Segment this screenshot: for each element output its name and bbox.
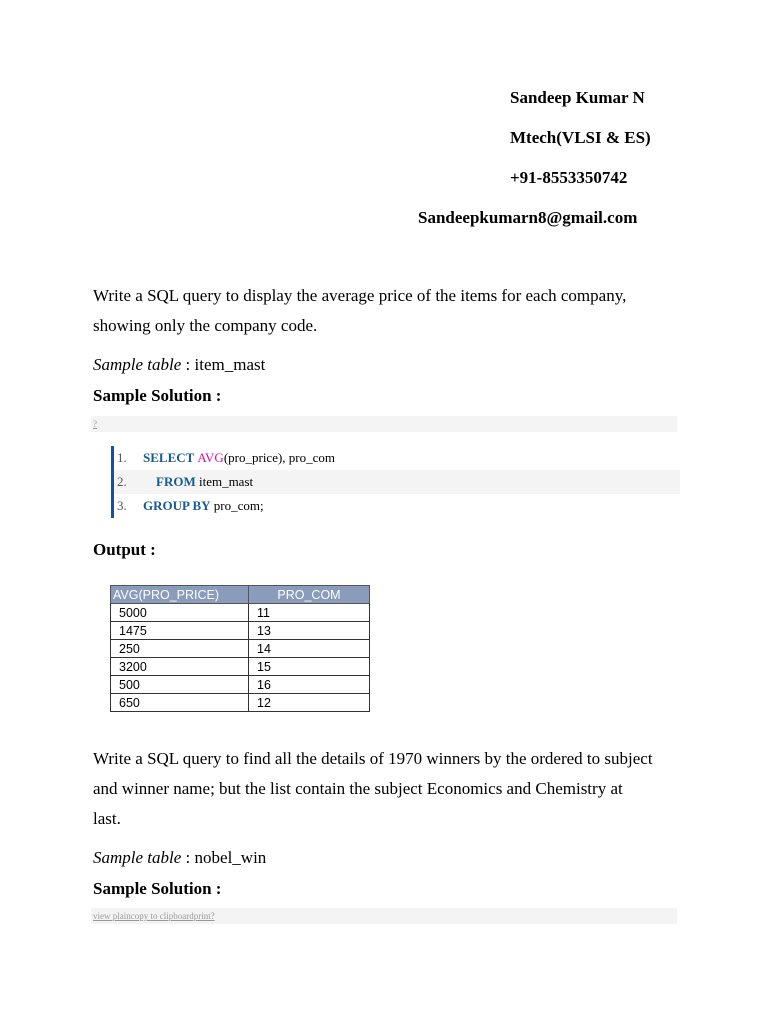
sql-text: item_mast	[195, 474, 254, 489]
sample-table-2	[93, 848, 266, 868]
sample-table-name: item_mast	[194, 355, 266, 374]
output-label: Output :	[93, 540, 156, 559]
sample-solution-label-2: Sample Solution :	[93, 879, 222, 898]
code-line	[114, 494, 680, 518]
line-number: 2.	[117, 474, 127, 489]
pro-com-cell: 16	[249, 676, 370, 694]
line-number: 1.	[117, 450, 127, 465]
avg-price-cell: 650	[111, 694, 249, 712]
pro-com-cell: 13	[249, 622, 370, 640]
sql-text: pro_com;	[210, 498, 264, 513]
question-1: Write a SQL query to display the average price of the items for each company, showing only the company code.	[93, 286, 627, 335]
sql-text: (pro_price), pro_com	[223, 450, 336, 465]
line-number: 3.	[117, 498, 127, 513]
sample-table-sep: :	[181, 848, 195, 867]
table-row	[111, 658, 370, 676]
table-row	[111, 676, 370, 694]
table-row	[111, 694, 370, 712]
code-text	[143, 470, 253, 494]
sample-table-sep: :	[181, 355, 195, 374]
author-name: Sandeep Kumar N	[510, 88, 645, 107]
sample-solution-label-1: Sample Solution :	[93, 386, 222, 405]
author-degree: Mtech(VLSI & ES)	[510, 128, 651, 147]
table-row	[111, 604, 370, 622]
code-text	[143, 446, 335, 470]
sql-keyword: SELECT	[143, 450, 198, 465]
code-line	[114, 446, 680, 470]
author-phone: +91-8553350742	[510, 168, 628, 187]
sql-text	[143, 474, 156, 489]
code-text	[143, 494, 264, 518]
pro-com-cell: 14	[249, 640, 370, 658]
code-block-1	[111, 446, 680, 518]
pro-com-cell: 15	[249, 658, 370, 676]
view-plain-link[interactable]: view plaincopy to clipboardprint?	[93, 911, 215, 921]
output-table	[110, 585, 370, 712]
table-row	[111, 640, 370, 658]
sql-keyword: GROUP BY	[143, 498, 211, 513]
code-toolbar-1	[91, 416, 677, 432]
table-header-row	[111, 586, 370, 604]
sql-keyword: FROM	[156, 474, 196, 489]
pro-com-cell: 11	[249, 604, 370, 622]
avg-price-cell: 1475	[111, 622, 249, 640]
question-2: Write a SQL query to find all the details of 1970 winners by the ordered to subject and winner name; but the list contain the subject Economics and Chemistry at last.	[93, 749, 653, 828]
column-header: PRO_COM	[249, 586, 370, 604]
avg-price-cell: 500	[111, 676, 249, 694]
avg-price-cell: 5000	[111, 604, 249, 622]
pro-com-cell: 12	[249, 694, 370, 712]
code-line	[114, 470, 680, 494]
author-email: Sandeepkumarn8@gmail.com	[418, 208, 638, 227]
help-link[interactable]: ?	[93, 419, 97, 429]
sample-table-label: Sample table	[93, 848, 182, 867]
sample-table-1	[93, 355, 265, 375]
sample-table-name: nobel_win	[194, 848, 267, 867]
code-toolbar-2	[91, 908, 677, 924]
sql-function: AVG	[197, 450, 224, 465]
avg-price-cell: 250	[111, 640, 249, 658]
avg-price-cell: 3200	[111, 658, 249, 676]
column-header: AVG(PRO_PRICE)	[111, 586, 249, 604]
sample-table-label: Sample table	[93, 355, 182, 374]
table-row	[111, 622, 370, 640]
